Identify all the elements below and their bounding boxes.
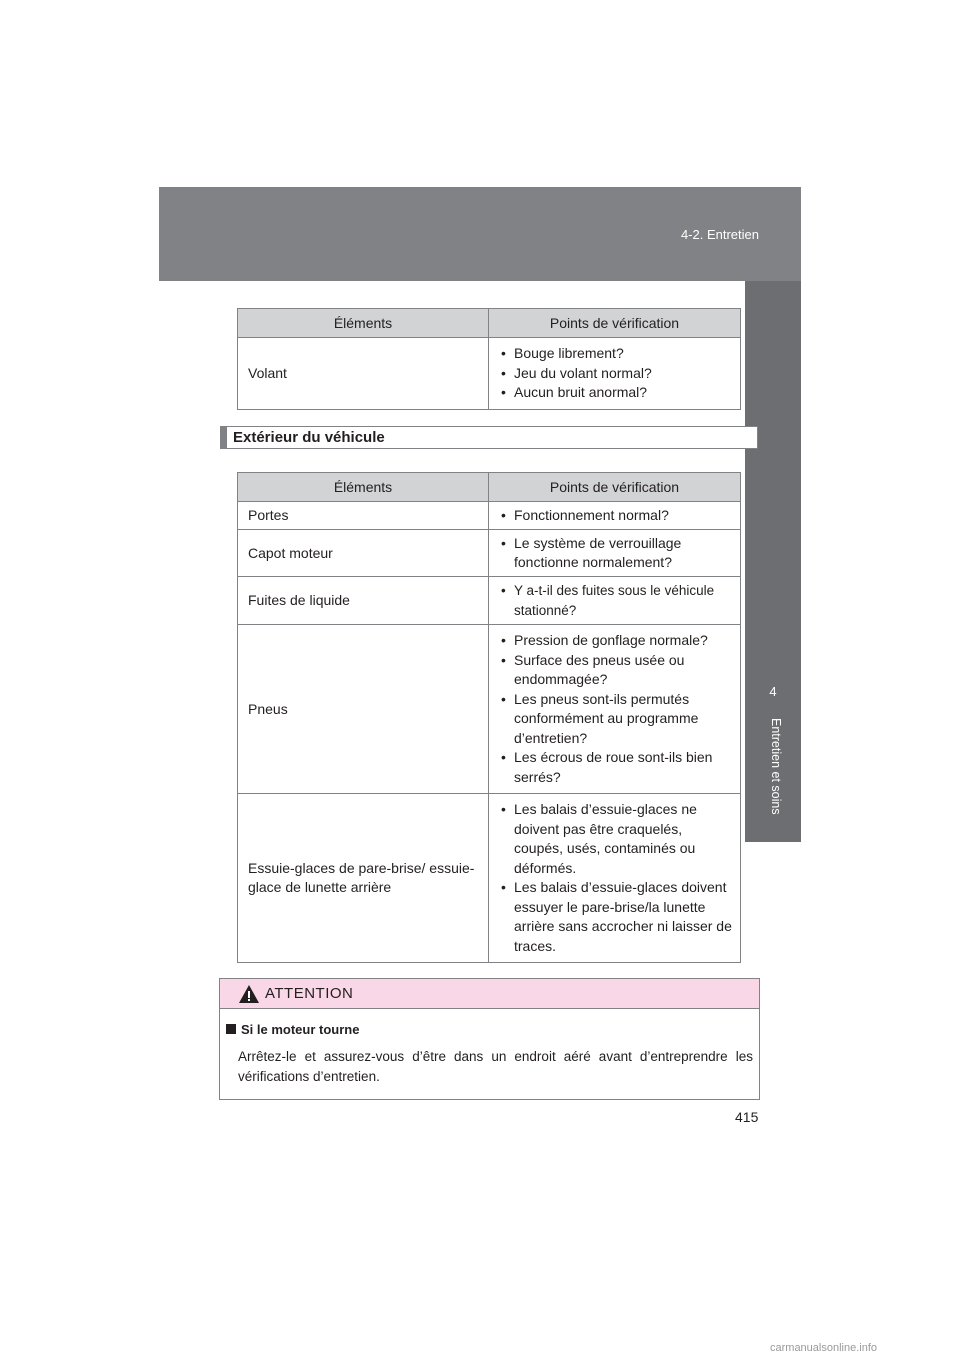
table-row	[238, 625, 741, 794]
warning-heading	[226, 1022, 359, 1037]
section-heading	[220, 426, 758, 449]
square-bullet-icon	[226, 1024, 236, 1034]
warning-box	[219, 978, 760, 1100]
element-cell: Fuites de liquide	[238, 577, 489, 625]
check-item: • Pression de gonflage normale?	[495, 631, 734, 651]
check-item: • Les balais d’essuie-glaces doivent essuyer le pare-brise/la lunette arrière sans accrocher ni laisser de traces.	[495, 878, 734, 956]
check-item: • Bouge librement?	[495, 344, 734, 364]
element-cell: Volant	[238, 338, 489, 410]
checks-cell	[489, 625, 741, 794]
check-item: • Les balais d’essuie-glaces ne doivent pas être craquelés, coupés, usés, contaminés ou déformés.	[495, 800, 734, 878]
section-marker	[220, 426, 227, 449]
element-cell: Capot moteur	[238, 530, 489, 577]
checks-cell	[489, 338, 741, 410]
table-row	[238, 794, 741, 963]
section-title: 4-2. Entretien	[680, 227, 759, 242]
column-header: Éléments	[238, 309, 489, 338]
check-item: • Les écrous de roue sont-ils bien serrés?	[495, 748, 734, 787]
checks-cell	[489, 530, 741, 577]
check-item: • Y a-t-il des fuites sous le véhicule stationné?	[495, 581, 734, 620]
checks-cell	[489, 794, 741, 963]
element-cell: Portes	[238, 502, 489, 530]
check-item: • Le système de verrouillage fonctionne normalement?	[495, 534, 734, 573]
check-item: • Aucun bruit anormal?	[495, 383, 734, 403]
checks-cell	[489, 577, 741, 625]
page-number: 415	[735, 1109, 759, 1125]
table-row	[238, 502, 741, 530]
watermark: carmanualsonline.info	[770, 1342, 878, 1354]
warning-label: ATTENTION	[265, 985, 354, 1002]
table-top	[237, 308, 741, 410]
warning-body: Arrêtez-le et assurez-vous d’être dans un endroit aéré avant d’entreprendre les vérifications d’entretien.	[238, 1049, 753, 1084]
check-item: • Les pneus sont-ils permutés conformément au programme d’entretien?	[495, 690, 734, 749]
checks-cell	[489, 502, 741, 530]
section-title-text: Extérieur du véhicule	[233, 429, 385, 446]
header-band	[159, 187, 801, 281]
table-exterior	[237, 472, 741, 963]
element-cell: Essuie-glaces de pare-brise/ essuie-glace de lunette arrière	[238, 794, 489, 963]
table-row	[238, 338, 741, 410]
chapter-number: 4	[745, 660, 801, 722]
column-header: Points de vérification	[489, 309, 741, 338]
check-item: • Fonctionnement normal?	[495, 506, 734, 526]
table-row	[238, 530, 741, 577]
check-item: • Jeu du volant normal?	[495, 364, 734, 384]
chapter-title: Entretien et soins	[769, 718, 783, 815]
warning-header	[220, 979, 759, 1009]
element-cell: Pneus	[238, 625, 489, 794]
column-header: Points de vérification	[489, 473, 741, 502]
side-tab-upper	[745, 281, 801, 660]
column-header: Éléments	[238, 473, 489, 502]
warning-heading-text: Si le moteur tourne	[241, 1022, 360, 1037]
warning-triangle-icon	[238, 984, 260, 1004]
check-item: • Surface des pneus usée ou endommagée?	[495, 651, 734, 690]
table-row	[238, 577, 741, 625]
